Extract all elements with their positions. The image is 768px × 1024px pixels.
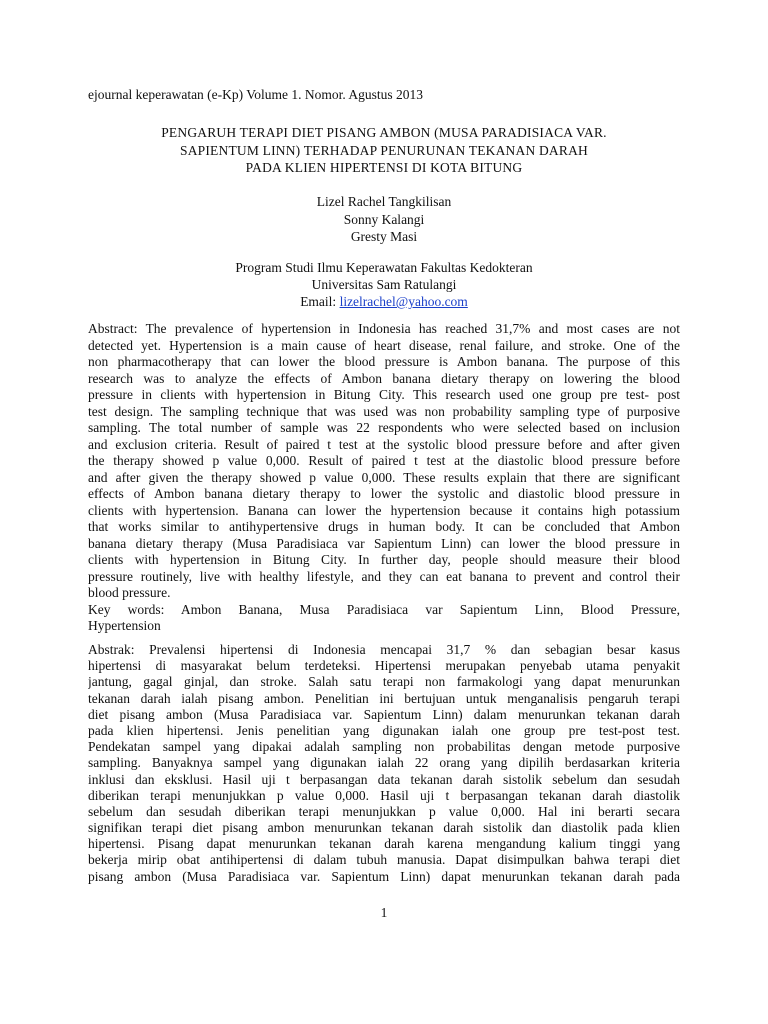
- paragraph-line: Hypertension: [88, 618, 161, 633]
- page-number: 1: [380, 905, 388, 920]
- paragraph-line: pressure routinely, live with healthy lifestyle, and they can eat banana to prevent and control their: [88, 568, 680, 584]
- paragraph-line: bekerja mirip obat antihipertensi di dalam tubuh manusia. Dapat disimpulkan bahwa terapi diet: [88, 852, 680, 868]
- paragraph-line: clients with hypertension in Bitung City. In further day, people should measure their blood: [88, 552, 680, 567]
- title-line-3: PADA KLIEN HIPERTENSI DI KOTA BITUNG: [245, 160, 523, 175]
- paragraph-line: and exclusion criteria. Result of paired t test at the systolic blood pressure before and after given: [88, 436, 680, 452]
- paragraph-line: blood pressure.: [88, 585, 171, 600]
- email-link[interactable]: lizelrachel@yahoo.com: [339, 294, 468, 309]
- paragraph-line: non pharmacotherapy that can lower the blood pressure is Ambon banana. The purpose of this: [88, 354, 680, 369]
- author-name: Lizel Rachel Tangkilisan: [316, 194, 452, 209]
- affiliation: [88, 259, 680, 310]
- paragraph-line: sebelum dan sesudah diberikan terapi menunjukkan p value 0,000. Hal ini berarti secara: [88, 803, 680, 819]
- paragraph-line: that works similar to antihypertensive drugs in human body. It can be concluded that Ambon: [88, 519, 680, 534]
- paragraph-line: pisang ambon (Musa Paradisiaca var. Sapientum Linn) dapat menurunkan tekanan darah pada: [88, 868, 680, 884]
- paragraph-line: detected yet. Hypertension is a main cause of heart disease, renal failure, and stroke. One of the: [88, 337, 680, 353]
- paragraph-line: test design. The sampling technique that was used was non probability sampling type of purposive: [88, 403, 680, 419]
- paragraph-line: the therapy showed p value 0,000. Result of paired t test at the diastolic blood pressure before: [88, 453, 680, 468]
- journal-header: ejournal keperawatan (e-Kp) Volume 1. Nomor. Agustus 2013: [88, 87, 424, 102]
- paragraph-line: pada klien hipertensi. Jenis penelitian yang digunakan ialah one group pre test-post test.: [88, 722, 680, 738]
- paragraph-line: research was to analyze the effects of Ambon banana dietary therapy on lowering the blood: [88, 370, 680, 386]
- paragraph-line: banana dietary therapy (Musa Paradisiaca var Sapientum Linn) can lower the blood pressure in: [88, 535, 680, 551]
- affiliation-program: Program Studi Ilmu Keperawatan Fakultas Kedokteran: [235, 260, 533, 275]
- paragraph-line: Key words: Ambon Banana, Musa Paradisiaca var Sapientum Linn, Blood Pressure,: [88, 601, 680, 617]
- author-name: Gresty Masi: [350, 229, 418, 244]
- paragraph-line: Abstract: The prevalence of hypertension in Indonesia has reached 31,7% and most cases are not: [88, 321, 680, 336]
- author-list: [88, 193, 680, 246]
- paragraph-line: diberikan terapi menunjukkan p value 0,000. Hasil uji t berpasangan tekanan darah diastolik: [88, 787, 680, 803]
- abstract-indonesian: [88, 642, 680, 885]
- paragraph-line: signifikan terapi diet pisang ambon menurunkan tekanan darah sistolik dan diastolik pada klien: [88, 820, 680, 836]
- paragraph-line: effects of Ambon banana dietary therapy to lower the systolic and diastolic blood pressure in: [88, 486, 680, 501]
- paragraph-line: hipertensi di masyarakat belum terdeteksi. Hipertensi merupakan penyebab utama penyakit: [88, 658, 680, 674]
- paragraph-line: sampling. The total number of sample was 22 respondents who were selected based on inclusion: [88, 420, 680, 435]
- paragraph-line: Abstrak: Prevalensi hipertensi di Indonesia mencapai 31,7 % dan sebagian besar kasus: [88, 642, 680, 657]
- paragraph-line: inklusi dan eksklusi. Hasil uji t berpasangan data tekanan darah sistolik sebelum dan sesudah: [88, 771, 680, 787]
- paragraph-line: hipertensi. Pisang dapat menurunkan tekanan darah karena mengandung kalium tinggi yang: [88, 836, 680, 852]
- paragraph-line: pressure in clients with hypertension in Bitung City. This research used one group pre test- post: [88, 387, 680, 402]
- paragraph-line: and after given the therapy showed p value 0,000. These results explain that there are significant: [88, 469, 680, 485]
- paper-title: [88, 124, 680, 177]
- author-name: Sonny Kalangi: [343, 211, 425, 227]
- abstract-english: [88, 321, 680, 635]
- affiliation-email-row: [88, 293, 680, 310]
- paragraph-line: clients with hypertension. Banana can lower the hypertension because it contains high potassium: [88, 502, 680, 518]
- affiliation-university: Universitas Sam Ratulangi: [311, 277, 457, 292]
- paragraph-line: diet pisang ambon (Musa Paradisiaca var. Sapientum Linn) dalam menurunkan tekanan darah: [88, 706, 680, 722]
- paragraph-line: Pendekatan sampel yang dipakai adalah sampling non probabilitas dengan metode purposive: [88, 739, 680, 755]
- title-line-2: SAPIENTUM LINN) TERHADAP PENURUNAN TEKANAN DARAH: [180, 142, 588, 158]
- email-label: Email:: [300, 294, 340, 309]
- paragraph-line: tekanan darah ialah pisang ambon. Penelitian ini bertujuan untuk menganalisis pengaruh terapi: [88, 690, 680, 706]
- title-line-1: PENGARUH TERAPI DIET PISANG AMBON (MUSA PARADISIACA VAR.: [161, 125, 607, 140]
- paragraph-line: sampling. Banyaknya sampel yang digunakan ialah 22 orang yang dipilih berdasarkan kriteria: [88, 755, 680, 771]
- paragraph-line: jantung, gagal ginjal, dan stroke. Salah satu terapi non farmakologi yang dapat menurunkan: [88, 674, 680, 690]
